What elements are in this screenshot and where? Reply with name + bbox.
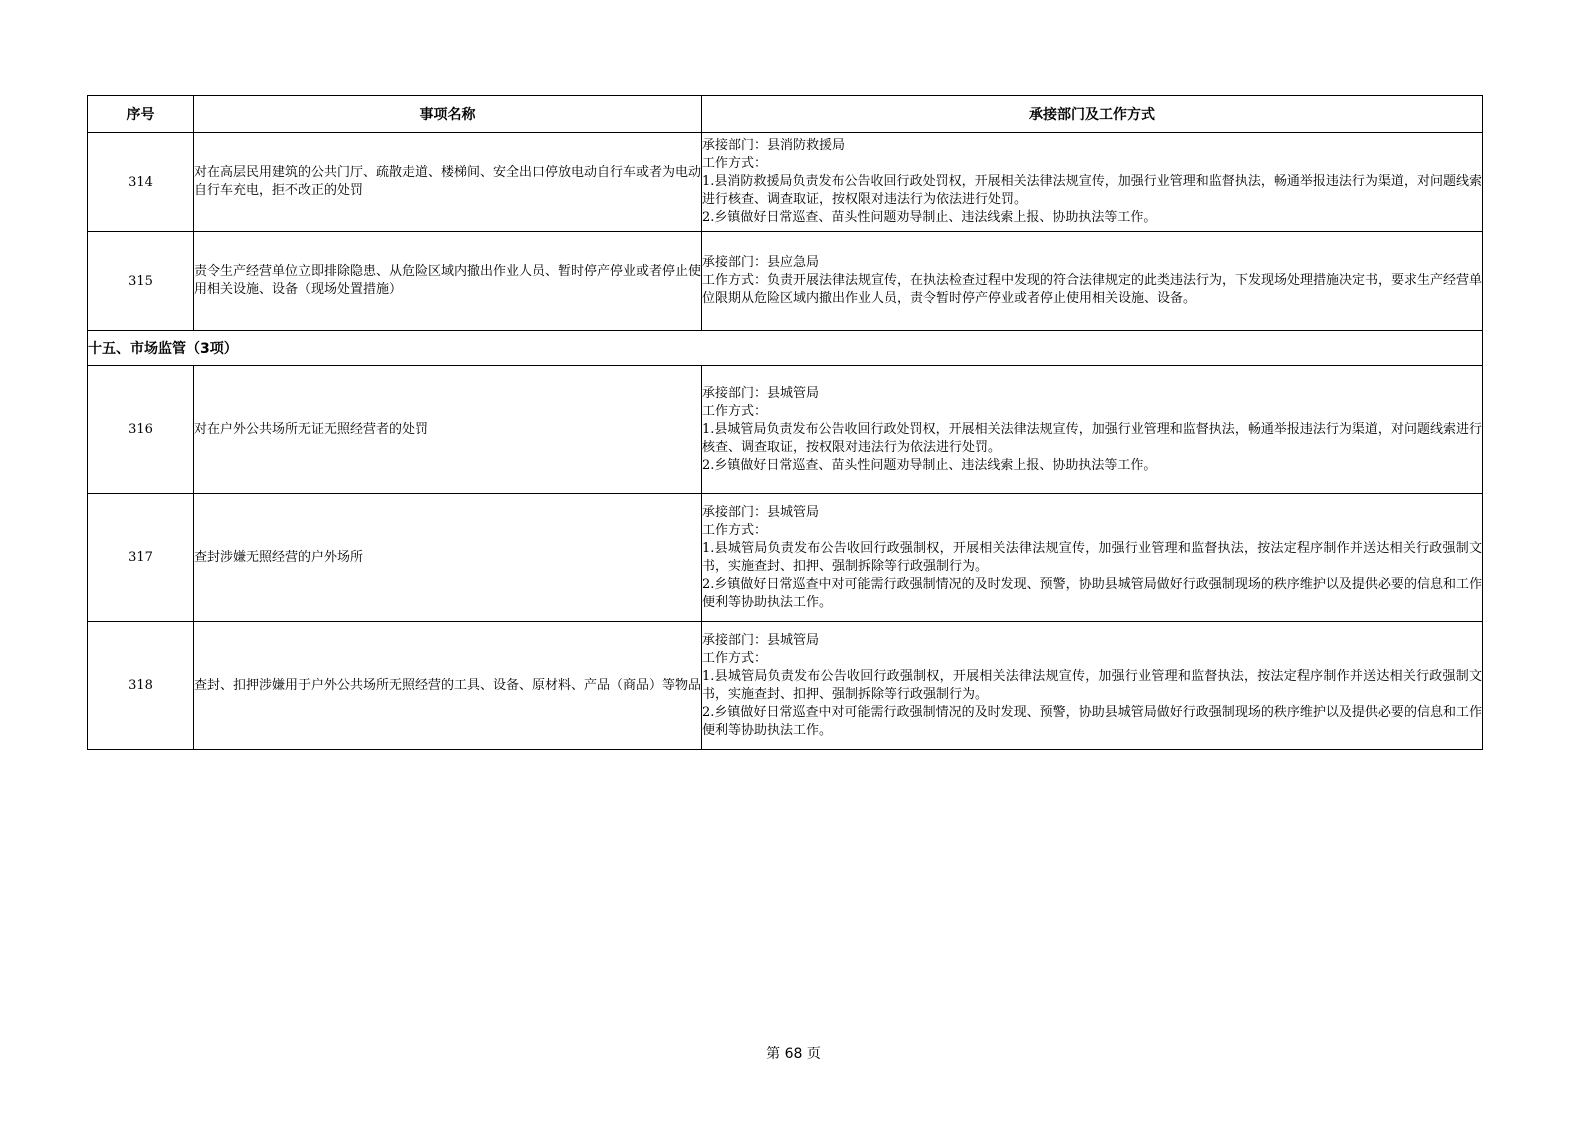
method-line: 2.乡镇做好日常巡查、苗头性问题劝导制止、违法线索上报、协助执法等工作。 [702,210,1157,225]
row-item-name: 查封、扣押涉嫌用于户外公共场所无照经营的工具、设备、原材料、产品（商品）等物品 [194,622,702,750]
row-item-name: 对在高层民用建筑的公共门厅、疏散走道、楼梯间、安全出口停放电动自行车或者为电动自行车充电，拒不改正的处罚 [194,133,702,232]
row-index: 316 [88,366,194,494]
method-line: 2.乡镇做好日常巡查中对可能需行政强制情况的及时发现、预警，协助县城管局做好行政强制现场的秩序维护以及提供必要的信息和工作便利等协助执法工作。 [702,704,1482,738]
section-row [88,331,1483,366]
method-line: 1.县城管局负责发布公告收回行政强制权，开展相关法律法规宣传，加强行业管理和监督执法，按法定程序制作并送达相关行政强制文书，实施查封、扣押、强制拆除等行政强制行为。 [702,668,1482,702]
row-index: 314 [88,133,194,232]
method-label: 工作方式： [702,522,768,538]
dept-line: 承接部门：县消防救援局 [702,138,846,153]
table-row [88,494,1483,622]
method-label: 工作方式：负责开展法律法规宣传，在执法检查过程中发现的符合法律规定的此类违法行为，下发现场处理措施决定书，要求生产经营单位限期从危险区域内撤出作业人员，责令暂时停产停业或者停止使用相关设施、设备。 [702,273,1483,306]
row-dept-method [702,494,1483,622]
method-line: 1.县消防救援局负责发布公告收回行政处罚权，开展相关法律法规宣传，加强行业管理和监督执法，畅通举报违法行为渠道，对问题线索进行核查、调查取证，按权限对违法行为依法进行处罚。 [702,174,1482,207]
table-row [88,366,1483,494]
row-item-name: 责令生产经营单位立即排除隐患、从危险区域内撤出作业人员、暂时停产停业或者停止使用相关设施、设备（现场处置措施） [194,232,702,331]
row-item-name: 查封涉嫌无照经营的户外场所 [194,494,702,622]
table-row [88,133,1483,232]
page-number: 第 68 页 [766,1046,821,1062]
row-dept-method [702,232,1483,331]
dept-line: 承接部门：县城管局 [702,385,820,401]
row-dept-method [702,622,1483,750]
method-label: 工作方式： [702,156,768,171]
method-line: 2.乡镇做好日常巡查、苗头性问题劝导制止、违法线索上报、协助执法等工作。 [702,457,1157,473]
table-row [88,622,1483,750]
header-item-name: 事项名称 [194,96,702,133]
dept-line: 承接部门：县应急局 [702,255,820,270]
dept-line: 承接部门：县城管局 [702,632,820,648]
table-header-row [88,96,1483,133]
method-label: 工作方式： [702,650,768,666]
dept-line: 承接部门：县城管局 [702,504,820,520]
method-line: 1.县城管局负责发布公告收回行政强制权，开展相关法律法规宣传，加强行业管理和监督执法，按法定程序制作并送达相关行政强制文书，实施查封、扣押、强制拆除等行政强制行为。 [702,540,1482,574]
section-title: 十五、市场监管（3项） [88,331,1483,366]
header-dept-method: 承接部门及工作方式 [702,96,1483,133]
item-table [87,95,1483,750]
method-line: 2.乡镇做好日常巡查中对可能需行政强制情况的及时发现、预警，协助县城管局做好行政强制现场的秩序维护以及提供必要的信息和工作便利等协助执法工作。 [702,576,1482,610]
header-index: 序号 [88,96,194,133]
method-line: 1.县城管局负责发布公告收回行政处罚权，开展相关法律法规宣传，加强行业管理和监督执法，畅通举报违法行为渠道，对问题线索进行核查、调查取证，按权限对违法行为依法进行处罚。 [702,421,1482,455]
row-index: 317 [88,494,194,622]
table-row [88,232,1483,331]
row-index: 315 [88,232,194,331]
row-dept-method [702,366,1483,494]
row-item-name: 对在户外公共场所无证无照经营者的处罚 [194,366,702,494]
method-label: 工作方式： [702,403,768,419]
row-dept-method [702,133,1483,232]
row-index: 318 [88,622,194,750]
